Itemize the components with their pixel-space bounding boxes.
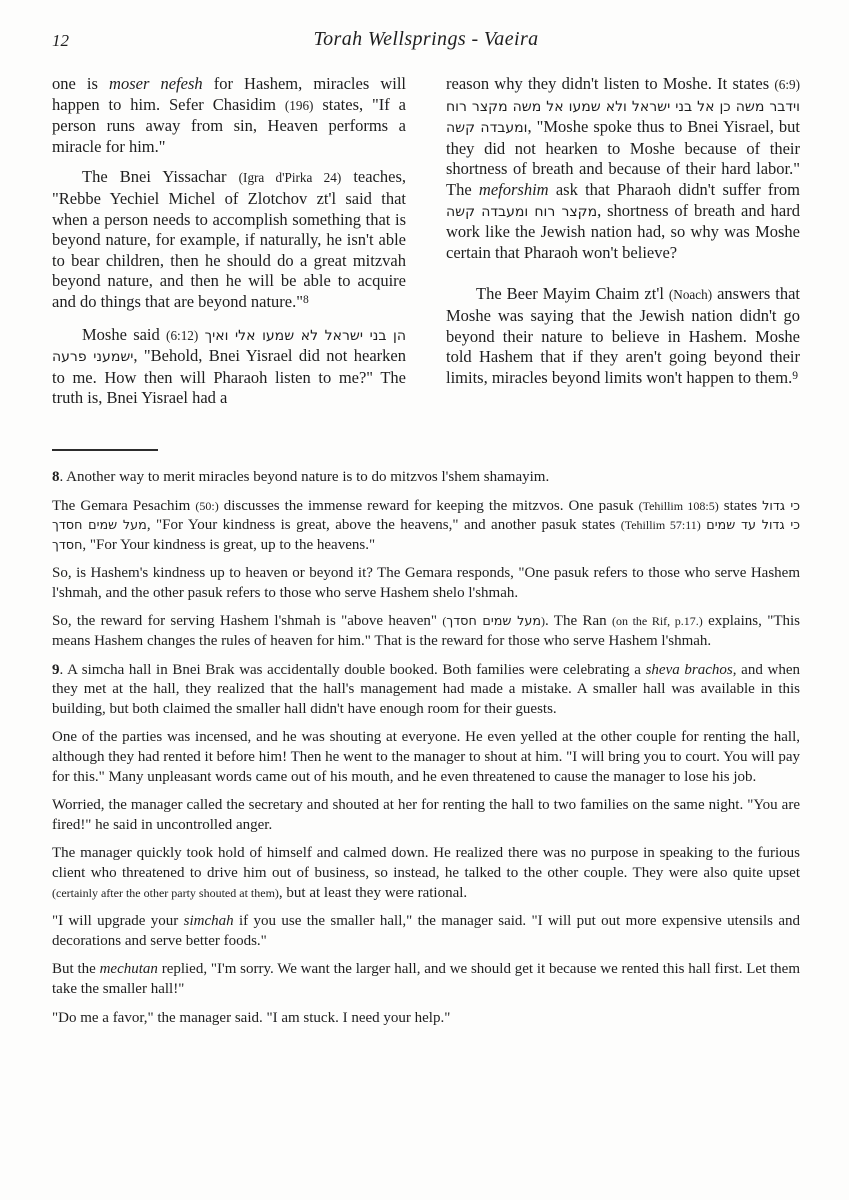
footnote-8-intro: 8. Another way to merit miracles beyond nature is to do mitzvos l'shem shamayim. [52,468,550,485]
left-column [52,74,406,419]
footnote-9-manager-calmed: The manager quickly took hold of himself and calmed down. He realized there was no purpose in speaking to the furious client who threatened to drive him out of business, so instead, he talked to the other couple. They were also quite upset (certainly after the other party shouted at them), but at least they were rational. [52,845,800,901]
page-number: 12 [52,31,69,50]
main-text [52,74,800,419]
footnote-9-do-me-a-favor: "Do me a favor," the manager said. "I am stuck. I need your help." [52,1009,451,1026]
page-title: Torah Wellsprings - Vaeira [313,28,539,50]
footnote-9-manager-worried: Worried, the manager called the secretary and shouted at her for renting the hall to two families on the same night. "You are fired!" he said in uncontrolled anger. [52,797,800,833]
footnote-9-intro: 9. A simcha hall in Bnei Brak was accidentally double booked. Both families were celebrating a sheva brachos, and when they met at the hall, they realized that the hall's management had made a mistake. A smaller hall was available in this building, but both claimed the smaller hall didn't have enough room for their guests. [52,661,800,717]
footnote-separator [52,449,158,451]
footnote-8-gemara-pesachim: The Gemara Pesachim (50:) discusses the immense reward for keeping the mitzvos. One pasuk (Tehillim 108:5) states כי גדול מעל שמים חסדך, "For Your kindness is great, above the heavens," and another pasuk states (Tehillim 57:11) כי גדול עד שמים חסדך, "For Your kindness is great, up to the heavens." [52,497,800,553]
paragraph-moshe-said: Moshe said (6:12) הן בני ישראל לא שמעו אלי ואיך ישמעני פרעה, "Behold, Bnei Yisrael did not hearken to me. How then will Pharaoh listen to me?" The truth is, Bnei Yisrael had a [52,324,407,408]
paragraph-bnei-yissachar: The Bnei Yissachar (Igra d'Pirka 24) teaches, "Rebbe Yechiel Michel of Zlotchov zt'l said that when a person needs to accomplish something that is beyond nature, for example, if naturally, he isn't able to bear children, then he should do a great mitzvah beyond nature, and then he will be able to acquire and do things that are beyond nature."$^8$ [52,167,406,311]
right-column [446,74,800,419]
paragraph-beer-mayim-chaim: The Beer Mayim Chaim zt'l (Noach) answers that Moshe was saying that the Jewish nation didn't go beyond their nature to believe in Hashem. Moshe told Hashem that if they aren't going beyond their limits, miracles beyond limits won't happen to them.$^9$ [446,284,800,387]
footnote-9-mechutan-reply: But the mechutan replied, "I'm sorry. We want the larger hall, and we should get it because we rented this hall first. Let them take the smaller hall!" [52,961,800,997]
footnote-9-upgrade-offer: "I will upgrade your simchah if you use the smaller hall," the manager said. "I will put out more expensive utensils and decorations and serve better foods." [52,913,801,949]
paragraph-moser-nefesh: one is moser nefesh for Hashem, miracles will happen to him. Sefer Chasidim (196) states, "If a person runs away from sin, Heaven performs a miracle for him." [52,74,406,156]
footnote-8-gemara-responds: So, is Hashem's kindness up to heaven or beyond it? The Gemara responds, "One pasuk refers to those who serve Hashem l'shmah, and the other pasuk refers to those who serve Hashem shelo l'shmah. [52,565,800,601]
footnote-9-incensed-party: One of the parties was incensed, and he was shouting at everyone. He even yelled at the other couple for renting the hall, although they had rented it before him! Then he went to the manager to shout at him. "I will bring you to court. You will pay for this." Many unpleasant words came out of his mouth, and he even threatened to cause the manager to lose his job. [52,729,800,785]
page-header [52,28,800,56]
footnote-8-ran-explains: So, the reward for serving Hashem l'shmah is "above heaven" (מעל שמים חסדך). The Ran (on the Rif, p.17.) explains, "This means Hashem changes the rules of heaven for him." That is the reward for those who serve Hashem l'shmah. [52,613,800,650]
footnotes-section [52,468,800,1028]
paragraph-reason-why: reason why they didn't listen to Moshe. It states (6:9) וידבר משה כן אל בני ישראל ולא שמעו אל משה מקצר רוח ומעבדה קשה, "Moshe spoke thus to Bnei Yisrael, but they did not hearken to Moshe because of their shortness of breath and because of their hard labor." The meforshim ask that Pharaoh didn't suffer from מקצר רוח ומעבדה קשה, shortness of breath and hard work like the Jewish nation had, so why was Moshe certain that Pharaoh won't believe? [446,74,801,262]
